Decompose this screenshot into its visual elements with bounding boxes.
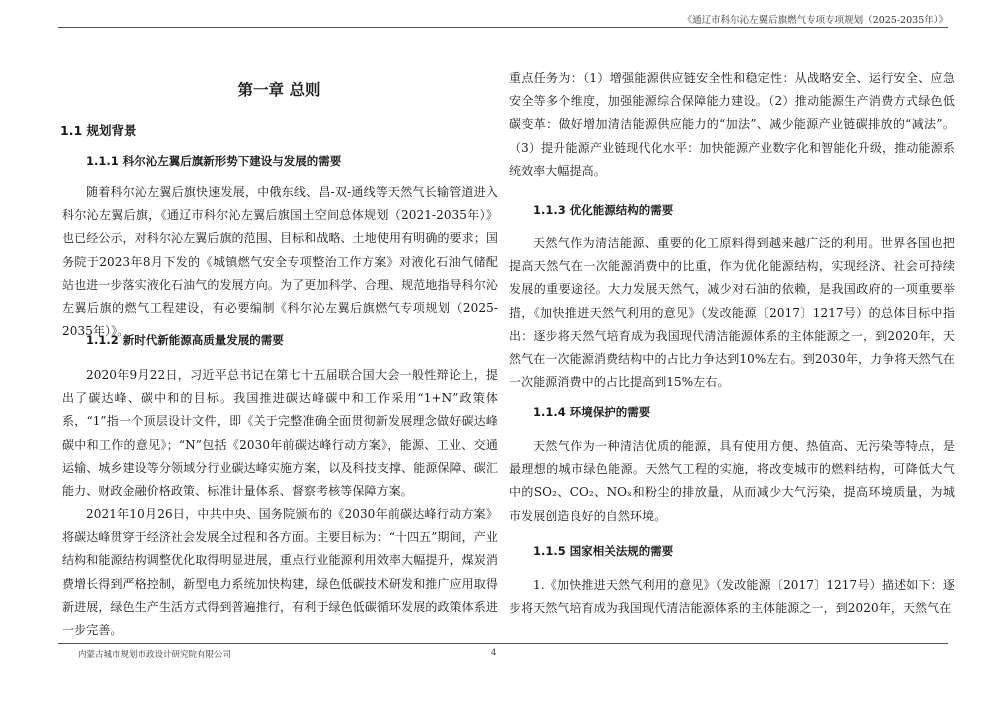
footer-rule [58, 643, 948, 644]
paragraph: 1.《加快推进天然气利用的意见》（发改能源〔2017〕1217号）描述如下：逐步将天然气培育成为我国现代清洁能源体系的主体能源之一，到2020年，天然气在 [509, 578, 955, 616]
paragraph: 天然气作为一种清洁优质的能源，具有使用方便、热值高、无污染等特点，是最理想的城市绿色能源。天然气工程的实施，将改变城市的燃料结构，可降低大气中的SO₂、CO₂、NOₓ和粉尘的排放量，从而减少大气污染，提高环境质量，为城市发展创造良好的自然环境。 [509, 439, 955, 523]
header-rule [58, 27, 948, 28]
paragraph: 重点任务为：（1）增强能源供应链安全性和稳定性：从战略安全、运行安全、应急安全等多个维度，加强能源综合保障能力建设。（2）推动能源生产消费方式绿色低碳变革：做好增加清洁能源供应能力的“加法”、减少能源产业链碳排放的“减法”。（3）提升能源产业链现代化水平：加快能源产业数字化和智能化升级，推动能源系统效率大幅提高。 [509, 71, 955, 178]
section-heading-1-1: 1.1 规划背景 [60, 123, 137, 138]
paragraph: 天然气作为清洁能源、重要的化工原料得到越来越广泛的利用。世界各国也把提高天然气在一次能源消费中的比重，作为优化能源结构，实现经济、社会可持续发展的重要途径。大力发展天然气，减少对石油的依赖，是我国政府的一项重要举措，《加快推进天然气利用的意见》（发改能源〔2017〕1217号）的总体目标中指出：逐步将天然气培育成为我国现代清洁能源体系的主体能源之一，到2020年，天然气在一次能源消费结构中的占比力争达到10%左右。到2030年，力争将天然气在一次能源消费中的占比提高到15%左右。 [509, 236, 955, 390]
paragraph: 随着科尔沁左翼后旗快速发展，中俄东线、昌-双-通线等天然气长输管道进入科尔沁左翼后旗，《通辽市科尔沁左翼后旗国土空间总体规划（2021-2035年）》也已经公示，对科尔沁左翼后旗的范围、目标和战略、土地使用有明确的要求；国务院于2023年8月下发的《城镇燃气安全专项整治工作方案》对液化石油气储配站也进一步落实液化石油气的发展方向。为了更加科学、合理、规范地指导科尔沁左翼后旗的燃气工程建设，有必要编制《科尔沁左翼后旗燃气专项规划（2025-2035年）》。 [62, 185, 498, 339]
subsection-heading-1-1-5: 1.1.5 国家相关法规的需要 [533, 544, 674, 558]
paragraph: 2020年9月22日，习近平总书记在第七十五届联合国大会一般性辩论上，提出了碳达峰、碳中和的目标。我国推进碳达峰碳中和工作采用“1+N”政策体系，“1”指一个顶层设计文件，即《关于完整准确全面贯彻新发展理念做好碳达峰碳中和工作的意见》；“N”包括《2030年前碳达峰行动方案》，能源、工业、交通运输、城乡建设等分领域分行业碳达峰实施方案，以及科技支撑、能源保障、碳汇能力、财政金融价格政策、标准计量体系、督察考核等保障方案。 [62, 368, 498, 499]
subsection-heading-1-1-2: 1.1.2 新时代新能源高质量发展的需要 [86, 333, 284, 347]
page-number: 4 [491, 648, 497, 658]
paragraph: 2021年10月26日，中共中央、国务院颁布的《2030年前碳达峰行动方案》将碳达峰贯穿于经济社会发展全过程和各方面。主要目标为：“十四五”期间，产业结构和能源结构调整优化取得明显进展，重点行业能源利用效率大幅提升，煤炭消费增长得到严格控制，新型电力系统加快构建，绿色低碳技术研发和推广应用取得新进展，绿色生产生活方式得到普遍推行，有利于绿色低碳循环发展的政策体系进一步完善。 [62, 507, 498, 638]
chapter-title: 第一章 总则 [237, 81, 321, 99]
subsection-heading-1-1-4: 1.1.4 环境保护的需要 [533, 405, 651, 419]
subsection-heading-1-1-3: 1.1.3 优化能源结构的需要 [533, 203, 674, 217]
subsection-heading-1-1-1: 1.1.1 科尔沁左翼后旗新形势下建设与发展的需要 [86, 154, 342, 168]
footer-organization: 内蒙古城市规划市政设计研究院有限公司 [78, 650, 232, 660]
running-header: 《通辽市科尔沁左翼后旗燃气专项专项规划（2025-2035年）》 [682, 15, 948, 26]
